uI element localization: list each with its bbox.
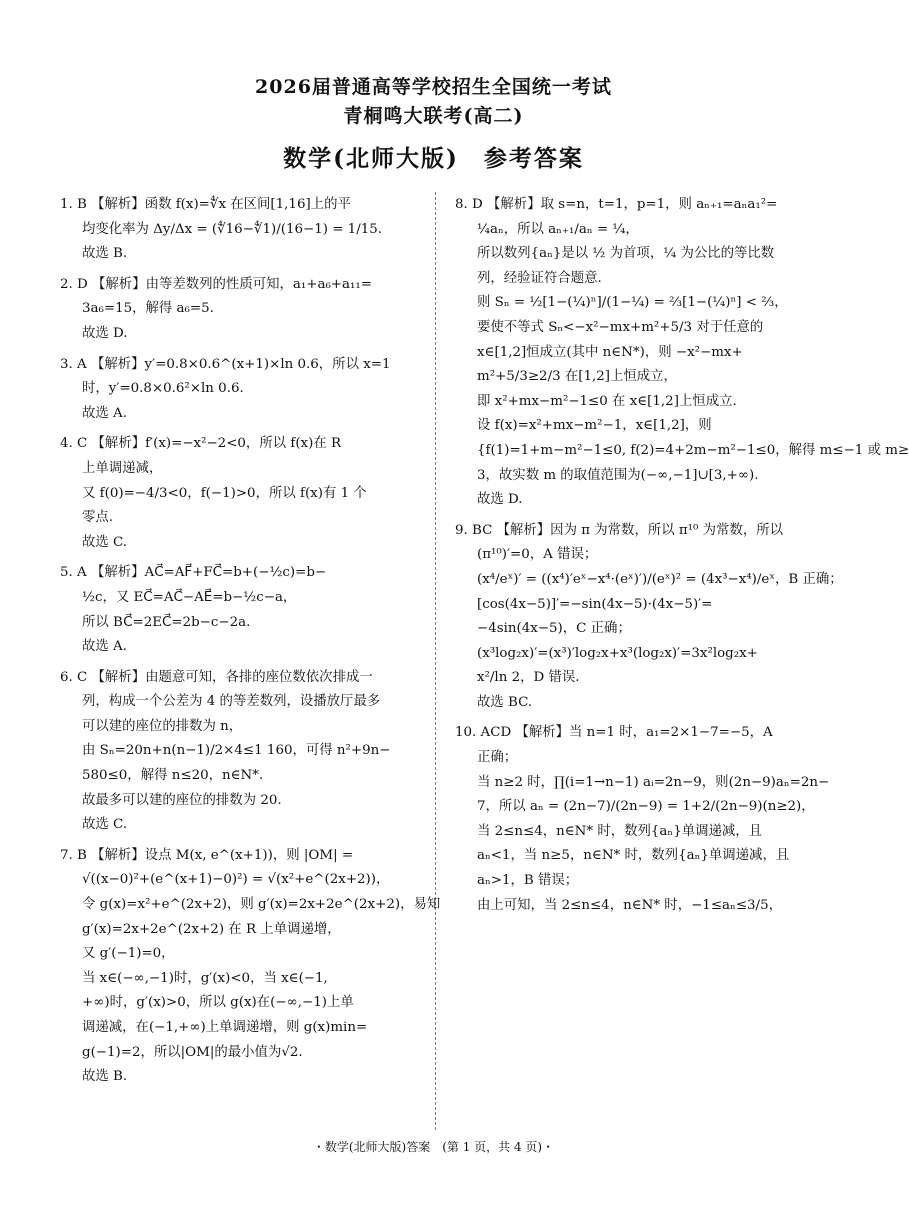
answer-text-line: x²/ln 2，D 错误. bbox=[477, 670, 580, 686]
answer-text-line: 令 g(x)=x²+e^(2x+2)，则 g′(x)=2x+2e^(2x+2)，易知 bbox=[82, 897, 441, 913]
answer-text-line: 故选 A. bbox=[82, 405, 127, 421]
answer-text-line: x∈[1,2]恒成立(其中 n∈N*)，则 −x²−mx+ bbox=[477, 344, 743, 360]
answer-text-line: 零点. bbox=[82, 510, 114, 526]
answer-text-line: 故选 BC. bbox=[477, 694, 533, 710]
answer-text-line: 当 2≤n≤4，n∈N* 时，数列{aₙ}单调递减，且 bbox=[477, 823, 763, 839]
answer-key-title: 数学(北师大版) 参考答案 bbox=[283, 145, 584, 172]
answer-text-line: 故选 B. bbox=[82, 246, 128, 262]
right-column bbox=[455, 193, 909, 918]
answer-text-line: 580≤0，解得 n≤20，n∈N*. bbox=[82, 768, 264, 784]
answer-item-start-line: 10. ACD 【解析】当 n=1 时，a₁=2×1−7=−5，A bbox=[455, 725, 773, 741]
answer-text-line: 正确； bbox=[477, 750, 518, 766]
answer-text-line: 故选 D. bbox=[82, 325, 128, 341]
answer-text-line: 上单调递减， bbox=[82, 460, 163, 476]
answer-text-line: 7，所以 aₙ = (2n−7)/(2n−9) = 1+2/(2n−9)(n≥2)， bbox=[477, 799, 815, 815]
answer-text-line: 时，y′=0.8×0.6²×ln 0.6. bbox=[82, 381, 244, 397]
left-column bbox=[60, 193, 441, 1090]
answer-item-start-line: 2. D 【解析】由等差数列的性质可知，a₁+a₆+a₁₁= bbox=[60, 276, 372, 292]
answer-text-line: (x⁴/eˣ)′ = ((x⁴)′eˣ−x⁴·(eˣ)′)/(eˣ)² = (4x³−x⁴)/eˣ，B 正确； bbox=[477, 571, 843, 587]
answer-item-start-line: 7. B 【解析】设点 M(x, e^(x+1))，则 |OM| = bbox=[60, 847, 354, 863]
answer-text-line: (x³log₂x)′=(x³)′log₂x+x³(log₂x)′=3x²log₂x+ bbox=[477, 645, 758, 661]
answer-item-start-line: 9. BC 【解析】因为 π 为常数，所以 π¹⁰ 为常数，所以 bbox=[455, 522, 784, 538]
answer-item-start-line: 5. A 【解析】AC⃗=AF⃗+FC⃗=b+(−½c)=b− bbox=[60, 565, 327, 581]
answer-text-line: 当 x∈(−∞,−1)时，g′(x)<0，当 x∈(−1, bbox=[82, 970, 328, 986]
answer-text-line: 故选 C. bbox=[82, 817, 128, 833]
answer-text-line: 列，经验证符合题意. bbox=[477, 270, 602, 286]
answer-text-line: 调递减，在(−1,+∞)上单调递增，则 g(x)min= bbox=[82, 1020, 368, 1035]
answer-text-line: 要使不等式 Sₙ<−x²−mx+m²+5/3 对于任意的 bbox=[477, 319, 764, 335]
answer-text-line: 故最多可以建的座位的排数为 20. bbox=[82, 792, 282, 808]
answer-text-line: m²+5/3≥2/3 在[1,2]上恒成立， bbox=[477, 369, 677, 385]
answer-text-line: 所以数列{aₙ}是以 ½ 为首项，¼ 为公比的等比数 bbox=[477, 246, 775, 262]
page-footer: ・数学(北师大版)答案 (第 1 页，共 4 页)・ bbox=[312, 1140, 555, 1154]
answer-text-line: 即 x²+mx−m²−1≤0 在 x∈[1,2]上恒成立. bbox=[477, 393, 737, 409]
answer-item-start-line: 6. C 【解析】由题意可知，各排的座位数依次排成一 bbox=[60, 669, 373, 685]
answer-text-line: g(−1)=2，所以|OM|的最小值为√2. bbox=[82, 1044, 303, 1060]
answer-text-line: √((x−0)²+(e^(x+1)−0)²) = √(x²+e^(2x+2))， bbox=[82, 872, 390, 888]
answer-item-start-line: 4. C 【解析】f′(x)=−x²−2<0，所以 f(x)在 R bbox=[60, 436, 342, 452]
answer-text-line: 由 Sₙ=20n+n(n−1)/2×4≤1 160，可得 n²+9n− bbox=[82, 743, 391, 759]
exam-subtitle: 青桐鸣大联考(高二) bbox=[343, 105, 524, 127]
answer-text-line: 故选 C. bbox=[82, 534, 128, 550]
answer-text-line: 3a₆=15，解得 a₆=5. bbox=[82, 301, 214, 317]
answer-text-line: 故选 A. bbox=[82, 639, 127, 655]
answer-text-line: 当 n≥2 时，∏(i=1→n−1) aᵢ=2n−9，则(2n−9)aₙ=2n− bbox=[477, 774, 830, 790]
answer-text-line: 列，构成一个公差为 4 的等差数列，设播放厅最多 bbox=[82, 694, 381, 710]
column-divider bbox=[435, 192, 436, 1130]
answer-text-line: −4sin(4x−5)，C 正确； bbox=[477, 621, 631, 637]
answer-text-line: 所以 BC⃗=2EC⃗=2b−c−2a. bbox=[82, 614, 251, 630]
answer-text-line: 均变化率为 Δy/Δx = (∜16−∜1)/(16−1) = 1/15. bbox=[82, 221, 383, 237]
answer-text-line: +∞)时，g′(x)>0，所以 g(x)在(−∞,−1)上单 bbox=[82, 995, 354, 1011]
answer-text-line: 设 f(x)=x²+mx−m²−1，x∈[1,2]，则 bbox=[477, 418, 712, 434]
answer-text-line: g′(x)=2x+2e^(2x+2) 在 R 上单调递增， bbox=[82, 921, 341, 937]
answer-text-line: (π¹⁰)′=0，A 错误； bbox=[477, 547, 598, 563]
exam-title: 2026届普通高等学校招生全国统一考试 bbox=[255, 76, 612, 98]
answer-text-line: 可以建的座位的排数为 n， bbox=[82, 718, 243, 734]
answer-text-line: ¼aₙ，所以 aₙ₊₁/aₙ = ¼， bbox=[477, 221, 639, 237]
answer-text-line: 故选 D. bbox=[477, 492, 523, 508]
answer-text-line: 由上可知，当 2≤n≤4，n∈N* 时，−1≤aₙ≤3/5， bbox=[477, 897, 782, 913]
answer-text-line: {f(1)=1+m−m²−1≤0, f(2)=4+2m−m²−1≤0，解得 m≤−1 或 m≥ bbox=[477, 442, 909, 458]
answer-text-line: [cos(4x−5)]′=−sin(4x−5)·(4x−5)′= bbox=[477, 596, 713, 612]
answer-text-line: aₙ>1，B 错误； bbox=[477, 873, 579, 889]
answer-text-line: 故选 B. bbox=[82, 1069, 128, 1085]
answer-text-line: ½c，又 EC⃗=AC⃗−AE⃗=b−½c−a， bbox=[82, 589, 297, 605]
answer-item-start-line: 3. A 【解析】y′=0.8×0.6^(x+1)×ln 0.6，所以 x=1 bbox=[60, 356, 391, 372]
answer-text-line: 则 Sₙ = ½[1−(¼)ⁿ]/(1−¼) = ⅔[1−(¼)ⁿ] < ⅔， bbox=[477, 295, 788, 311]
answer-text-line: 又 g′(−1)=0， bbox=[82, 946, 175, 962]
answer-item-start-line: 1. B 【解析】函数 f(x)=∜x 在区间[1,16]上的平 bbox=[60, 197, 351, 212]
answer-text-line: 3，故实数 m 的取值范围为(−∞,−1]∪[3,+∞). bbox=[477, 467, 759, 483]
answer-item-start-line: 8. D 【解析】取 s=n，t=1，p=1，则 aₙ₊₁=aₙa₁²= bbox=[455, 197, 778, 212]
answer-text-line: aₙ<1，当 n≥5，n∈N* 时，数列{aₙ}单调递减，且 bbox=[477, 848, 790, 864]
answer-text-line: 又 f(0)=−4/3<0，f(−1)>0，所以 f(x)有 1 个 bbox=[82, 485, 367, 501]
